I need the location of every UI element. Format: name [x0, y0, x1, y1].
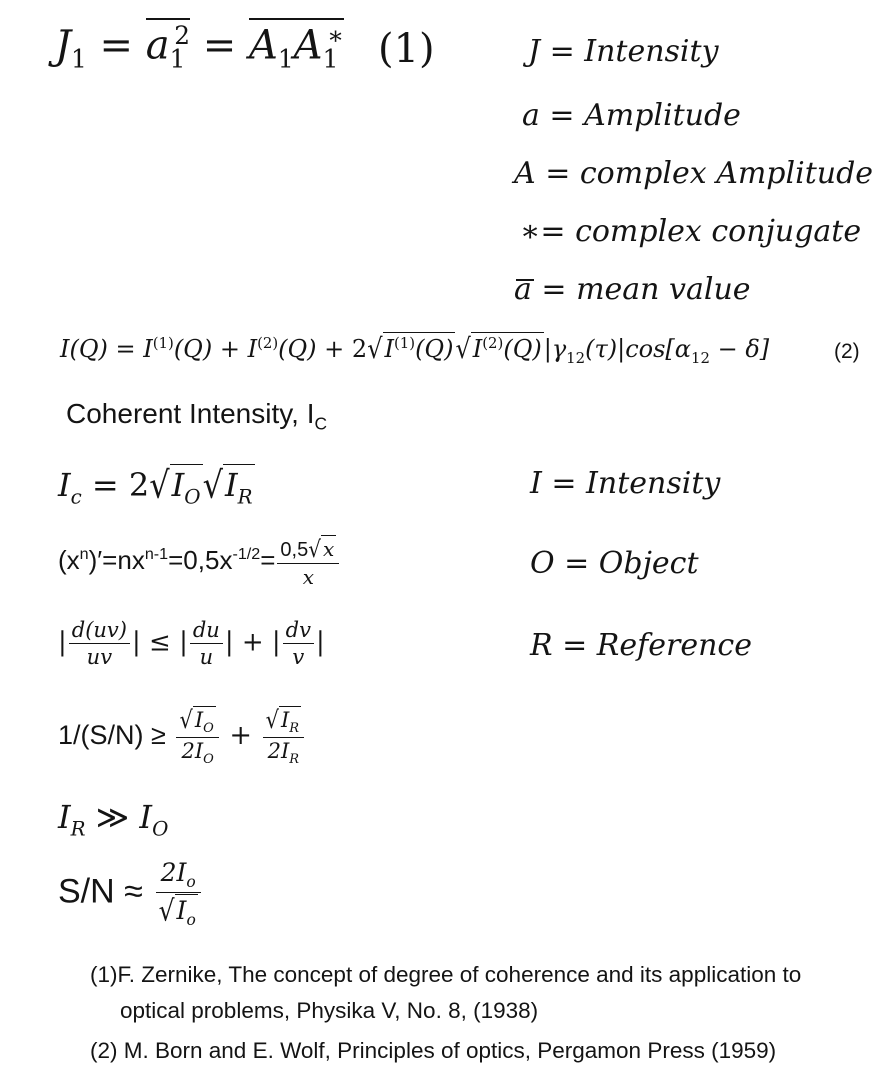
reference-1-line-1: (1)F. Zernike, The concept of degree of coherence and its application to — [90, 962, 802, 987]
eq4-num-coef: 0,5 — [280, 539, 309, 561]
equation-inverse-snr: 1/(S/N) ≥ $\frac{√I_O}{2I_O}$ + $\frac{√I_R}{2I_R}$ — [58, 706, 306, 767]
eq4-part-3: =0,5x — [168, 544, 233, 575]
equation-reference-dominance: $I_R$ ≫ $I_O$ — [58, 798, 169, 841]
eq4-equals: = — [260, 544, 276, 575]
coherent-intensity-heading — [66, 398, 327, 435]
definition-reference: R = Reference — [530, 628, 752, 663]
eq4-part-2: )′=nx — [88, 544, 145, 575]
definition-complex-amplitude: A = complex Amplitude — [514, 156, 874, 191]
definition-object: O = Object — [530, 546, 699, 581]
equation-relative-error: | $\frac{d(uv)}{uv}$ | ≤ | $\frac{du}{u}$ | + | $\frac{dv}{v}$ | — [58, 618, 325, 669]
equation-2: $I(Q) = I^{(1)}(Q) + I^{(2)}(Q) + 2√I^{(1)}(Q)√I^{(2)}(Q)|\gamma_{12}(\tau)|\cos[\alpha_{12} - \delta]$ — [60, 332, 770, 367]
definition-intensity-i: I = Intensity — [530, 466, 721, 501]
mean-value-text: a = mean value — [514, 272, 751, 307]
eq4-part-1: (x — [58, 544, 80, 575]
coherent-heading-text: Coherent Intensity, I — [66, 398, 315, 429]
definition-amplitude: a = Amplitude — [522, 98, 741, 133]
equation-2-number: (2) — [834, 340, 860, 363]
definition-mean-value — [514, 272, 751, 307]
coherent-heading-sub: C — [314, 413, 328, 434]
equation-derivative: $(x^n)'=nx^{n-1}=0,5x^{-1/2}=$ $\frac{0,5√ x}{x}$ — [58, 535, 341, 589]
equation-coherent-intensity: $I_c = 2√I_O√I_R$ — [58, 463, 253, 509]
eq8-lhs: S/N ≈ — [58, 872, 143, 911]
eq4-sup-n: n — [79, 545, 89, 564]
equation-1-number: (1) — [378, 26, 435, 72]
reference-1-line-2: optical problems, Physika V, No. 8, (1938) — [120, 998, 539, 1023]
eq4-sup-half: -1/2 — [232, 545, 261, 564]
equation-1: $J_1 = a_1^2 = A_1A_1^∗$ — [55, 18, 344, 73]
mean-overbar — [516, 279, 534, 281]
equation-snr: S/N ≈ $\frac{2I_o}{√I_o}$ — [58, 858, 203, 929]
definition-intensity-j: J = Intensity — [528, 34, 719, 69]
reference-2: (2) M. Born and E. Wolf, Principles of optics, Pergamon Press (1959) — [90, 1038, 777, 1063]
eq4-sup-n-1: n-1 — [144, 545, 169, 564]
eq6-lhs: 1/(S/N) ≥ — [58, 720, 166, 751]
definition-complex-conjugate: ∗= complex conjugate — [520, 214, 862, 249]
